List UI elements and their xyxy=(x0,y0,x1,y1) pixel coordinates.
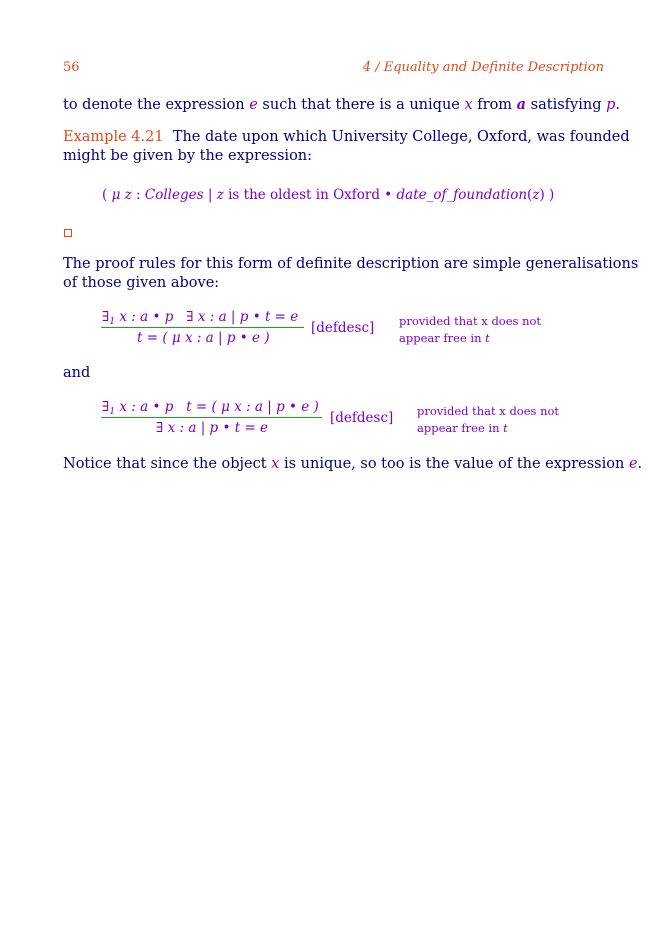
rule2-conclusion: ∃ x : a | p • t = e xyxy=(156,420,269,436)
example-line-2: might be given by the expression: xyxy=(63,148,313,164)
intro-text: satisfying xyxy=(526,97,607,113)
proof-intro-line-1: The proof rules for this form of definite description are simple generalisations xyxy=(63,256,639,272)
intro-text: such that there is a unique xyxy=(257,97,465,113)
chapter-title: Equality and Definite Description xyxy=(383,60,604,75)
mu-symbol: μ xyxy=(111,187,121,203)
example-expression xyxy=(102,187,554,203)
notice-text: is unique, so too is the value of the expression xyxy=(279,456,629,472)
var-t: t xyxy=(503,421,508,435)
var-x: x xyxy=(464,97,473,113)
paren: ) ) xyxy=(539,187,555,203)
rule2-inference-line xyxy=(101,417,322,418)
var-e: e xyxy=(249,97,258,113)
notice-text: . xyxy=(637,456,643,472)
example-text: The date upon which University College, Oxford, was founded xyxy=(172,129,630,145)
rule1-side-condition xyxy=(399,313,541,347)
subscript-one: 1 xyxy=(109,317,116,327)
premise-b: ∃ x : a | p • t = e xyxy=(186,309,299,325)
intro-text: from xyxy=(472,97,517,113)
intro-text: to denote the expression xyxy=(63,97,250,113)
var-z: z xyxy=(532,187,540,203)
var-t: t xyxy=(485,331,490,345)
running-header xyxy=(363,60,604,75)
page-number: 56 xyxy=(63,60,80,75)
notice-text: Notice that since the object xyxy=(63,456,272,472)
paren: ( xyxy=(102,187,112,203)
bar: | xyxy=(203,187,217,203)
var-z: z xyxy=(216,187,224,203)
rule2-side-condition xyxy=(417,403,559,437)
predicate-text: is the oldest in Oxford xyxy=(223,187,385,203)
side-condition-line xyxy=(399,330,541,347)
paren: ( xyxy=(527,187,533,203)
side-condition-line xyxy=(417,420,559,437)
side-condition-line: provided that x does not xyxy=(399,314,542,328)
premise-a: x : a • p xyxy=(115,399,174,415)
var-a: a xyxy=(516,96,527,113)
notice-sentence xyxy=(63,455,642,474)
premise-a: x : a • p xyxy=(115,309,174,325)
chapter-number: 4 xyxy=(362,60,372,75)
exists-symbol: ∃ xyxy=(102,309,110,325)
set-name: Colleges xyxy=(144,187,204,203)
side-condition-text: appear free in xyxy=(399,331,486,345)
var-p: p xyxy=(606,97,616,113)
rule2-premise xyxy=(102,399,319,415)
premise-b: t = ( μ x : a | p • e ) xyxy=(186,399,319,415)
intro-sentence xyxy=(63,95,620,115)
rule1-conclusion: t = ( μ x : a | p • e ) xyxy=(137,330,270,346)
side-condition-text: appear free in xyxy=(417,421,504,435)
colon: : xyxy=(131,187,145,203)
subscript-one: 1 xyxy=(109,407,116,417)
var-e: e xyxy=(628,456,638,472)
intro-text: . xyxy=(615,97,620,113)
var-z: z xyxy=(124,187,132,203)
function-name: date_of_foundation xyxy=(396,187,528,203)
end-of-example-box xyxy=(64,229,72,237)
header-separator: / xyxy=(375,60,380,75)
rule2-name: [defdesc] xyxy=(330,410,394,426)
and-word: and xyxy=(63,365,91,381)
example-label: Example 4.21 xyxy=(63,129,164,145)
example-line-1 xyxy=(63,128,630,147)
proof-intro-line-2: of those given above: xyxy=(63,275,220,291)
rule1-inference-line xyxy=(101,327,304,328)
rule1-name: [defdesc] xyxy=(311,320,375,336)
exists-symbol: ∃ xyxy=(102,399,110,415)
rule1-premise xyxy=(102,309,298,325)
side-condition-line: provided that x does not xyxy=(417,404,560,418)
bullet-operator: • xyxy=(384,187,393,203)
var-x: x xyxy=(271,456,280,472)
